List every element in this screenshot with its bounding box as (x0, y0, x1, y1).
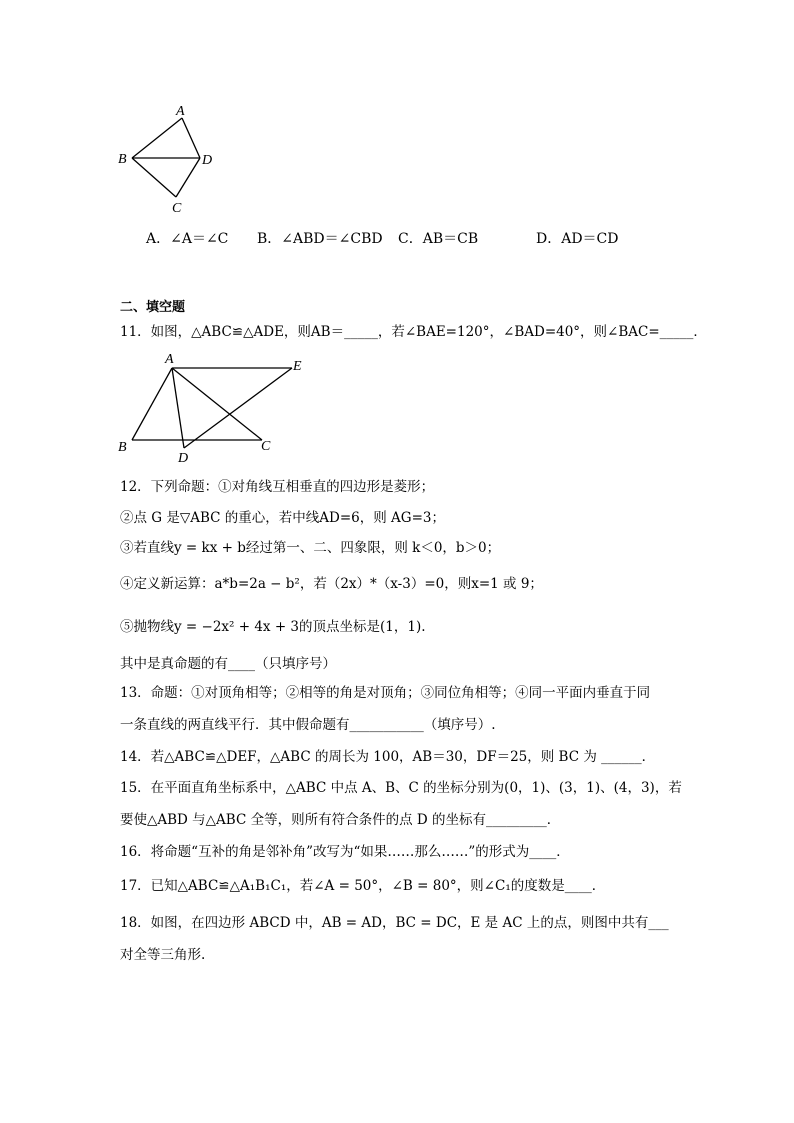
question-17: 17．已知△ABC≌△A₁B₁C₁，若∠A = 50°，∠B = 80°，则∠C₁的度数是____． (120, 878, 606, 894)
option-a: A．∠A＝∠C (146, 231, 229, 247)
question-12-line-5: ⑤抛物线y = −2x² + 4x + 3的顶点坐标是(1，1). (120, 619, 426, 635)
label-a: A (165, 352, 174, 367)
segment-de (184, 368, 292, 448)
kite-figure (110, 100, 230, 218)
segment-ab (132, 118, 182, 158)
question-13-line-2: 一条直线的两直线平行．其中假命题有___________（填序号）. (120, 717, 496, 733)
segment-cd (176, 158, 200, 197)
segment-ad (182, 118, 200, 158)
label-d: D (202, 153, 213, 168)
section-title: 二、填空题 (120, 300, 186, 315)
option-c: C．AB＝CB (398, 231, 479, 247)
segment-bc (132, 158, 176, 197)
option-d: D．AD＝CD (536, 231, 619, 247)
question-12-line-1: 12．下列命题：①对角线互相垂直的四边形是菱形； (120, 479, 435, 495)
segment-ab (132, 368, 172, 440)
question-18-line-2: 对全等三角形. (120, 947, 206, 963)
label-a: A (176, 104, 185, 119)
question-14: 14．若△ABC≌△DEF，△ABC 的周长为 100，AB＝30，DF＝25，则 BC 为 ______． (120, 749, 656, 765)
question-12-line-2: ②点 G 是▽ABC 的重心，若中线AD=6，则 AG=3； (120, 510, 445, 526)
label-c: C (261, 439, 271, 454)
question-16: 16．将命题“互补的角是邻补角”改写为“如果……那么……”的形式为____． (120, 844, 570, 860)
question-11: 11．如图，△ABC≌△ADE，则AB＝_____，若∠BAE=120°，∠BAD=40°，则∠BAC=_____． (120, 324, 707, 340)
segment-ac (172, 368, 262, 440)
question-12-line-3: ③若直线y = kx + b经过第一、二、四象限，则 k＜0，b＞0； (120, 540, 501, 556)
label-d: D (178, 451, 189, 466)
segment-ad (172, 368, 184, 448)
question-15-line-2: 要使△ABD 与△ABC 全等，则所有符合条件的点 D 的坐标有_________． (120, 812, 561, 828)
option-b: B．∠ABD＝∠CBD (257, 231, 383, 247)
triangles-figure (112, 348, 312, 466)
label-c: C (172, 201, 182, 216)
question-13-line-1: 13．命题：①对顶角相等；②相等的角是对顶角；③同位角相等；④同一平面内垂直于同 (120, 685, 651, 701)
question-15-line-1: 15．在平面直角坐标系中，△ABC 中点 A、B、C 的坐标分别为(0，1)、(3，1)、(4，3)，若 (120, 780, 682, 796)
label-b: B (118, 152, 127, 167)
label-b: B (118, 440, 127, 455)
question-18-line-1: 18．如图，在四边形 ABCD 中，AB = AD，BC = DC，E 是 AC 上的点，则图中共有___ (120, 915, 669, 931)
question-12-line-4: ④定义新运算：a*b=2a − b²，若（2x）*（x-3）=0，则x=1 或 9； (120, 576, 543, 592)
question-12-line-6: 其中是真命题的有____（只填序号） (120, 656, 336, 672)
label-e: E (293, 359, 302, 374)
